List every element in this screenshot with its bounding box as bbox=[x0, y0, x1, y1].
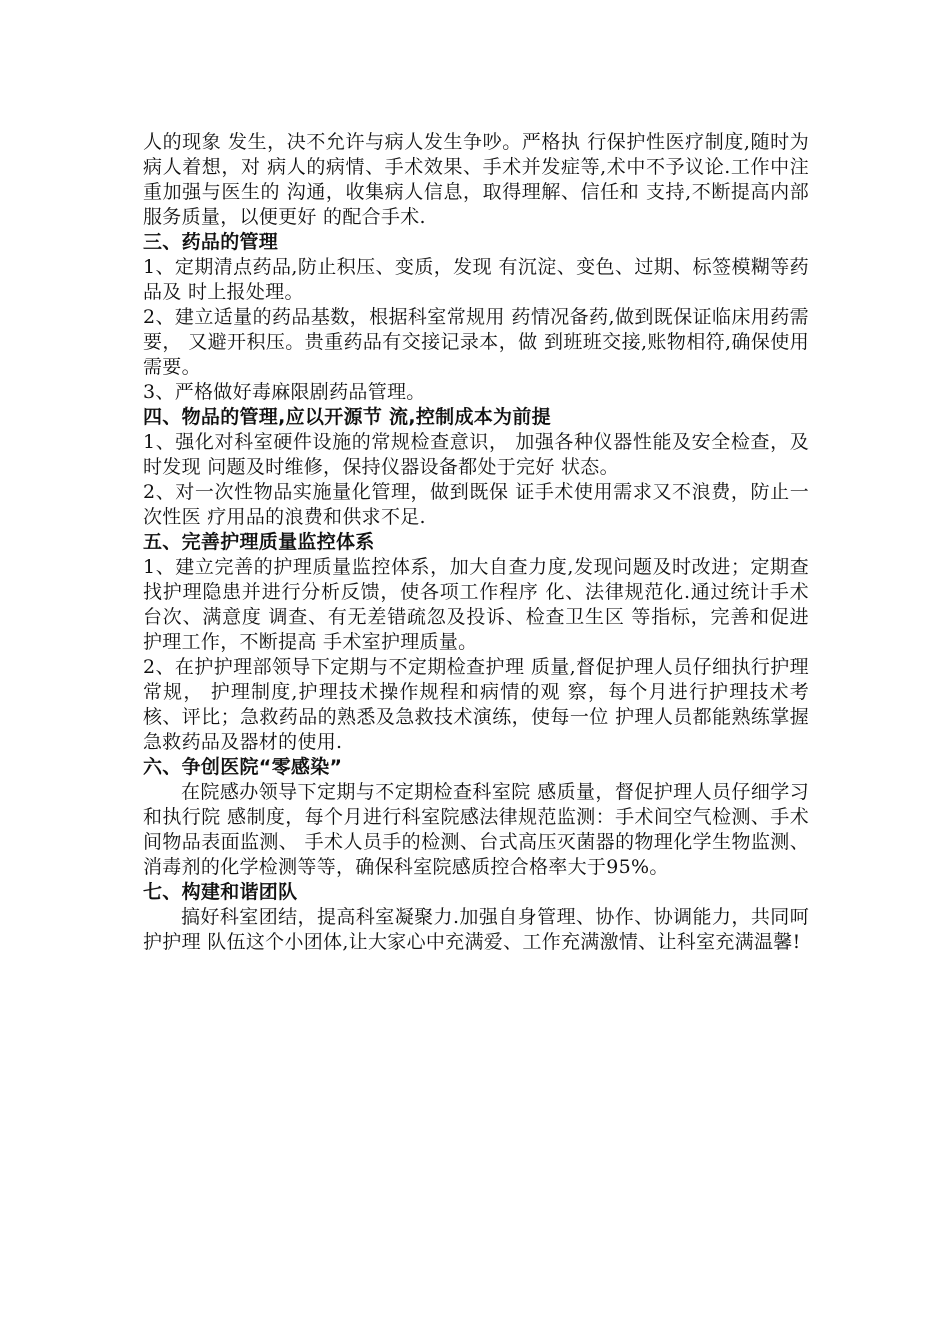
section3-item-2: 2、建立适量的药品基数，根据科室常规用 药情况备药,做到既保证临床用药需要， 又避开积压。贵重药品有交接记录本，做 到班班交接,账物相符,确保使用需要。 bbox=[143, 306, 809, 378]
document-page bbox=[143, 130, 809, 955]
section-heading-zero-infection: 六、争创医院“零感染” bbox=[143, 756, 343, 778]
section5-item-1: 1、建立完善的护理质量监控体系，加大自查力度,发现问题及时改进；定期查找护理隐患并进行分析反馈，使各项工作程序 化、法律规范化.通过统计手术台次、满意度 调查、有无差错疏忽及投诉、检查卫生区 等指标，完善和促进护理工作，不断提高 手术室护理质量。 bbox=[143, 556, 809, 653]
section-heading-supplies-management: 四、物品的管理,应以开源节 流,控制成本为前提 bbox=[143, 406, 551, 428]
section5-item-2: 2、在护护理部领导下定期与不定期检查护理 质量,督促护理人员仔细执行护理常规， 护理制度,护理技术操作规程和病情的观 察，每个月进行护理技术考核、评比；急救药品的熟悉及急救技术演练，使每一位 护理人员都能熟练掌握急救药品及器材的使用. bbox=[143, 656, 809, 753]
section3-item-3: 3、严格做好毒麻限剧药品管理。 bbox=[143, 381, 426, 403]
section6-body: 在院感办领导下定期与不定期检查科室院 感质量，督促护理人员仔细学习和执行院 感制度，每个月进行科室院感法律规范监测：手术间空气检测、手术间物品表面监测、 手术人员手的检测、台式高压灭菌器的物理化学生物监测、消毒剂的化学检测等等，确保科室院感质控合格率大于95%。 bbox=[143, 781, 809, 878]
section7-body: 搞好科室团结，提高科室凝聚力.加强自身管理、协作、协调能力，共同呵护护理 队伍这个小团体,让大家心中充满爱、工作充满激情、让科室充满温馨! bbox=[143, 906, 809, 953]
section-heading-quality-monitoring: 五、完善护理质量监控体系 bbox=[143, 531, 375, 553]
section-heading-drug-management: 三、药品的管理 bbox=[143, 231, 279, 253]
section3-item-1: 1、定期清点药品,防止积压、变质，发现 有沉淀、变色、过期、标签模糊等药品及 时上报处理。 bbox=[143, 256, 809, 303]
section-heading-harmonious-team: 七、构建和谐团队 bbox=[143, 881, 298, 903]
intro-paragraph: 人的现象 发生，决不允许与病人发生争吵。严格执 行保护性医疗制度,随时为病人着想，对 病人的病情、手术效果、手术并发症等,术中不予议论.工作中注重加强与医生的 沟通，收集病人信息，取得理解、信任和 支持,不断提高内部服务质量，以便更好 的配合手术. bbox=[143, 131, 809, 228]
section4-item-2: 2、对一次性物品实施量化管理，做到既保 证手术使用需求又不浪费，防止一次性医 疗用品的浪费和供求不足. bbox=[143, 481, 809, 528]
section4-item-1: 1、强化对科室硬件设施的常规检查意识， 加强各种仪器性能及安全检查，及时发现 问题及时维修，保持仪器设备都处于完好 状态。 bbox=[143, 431, 809, 478]
